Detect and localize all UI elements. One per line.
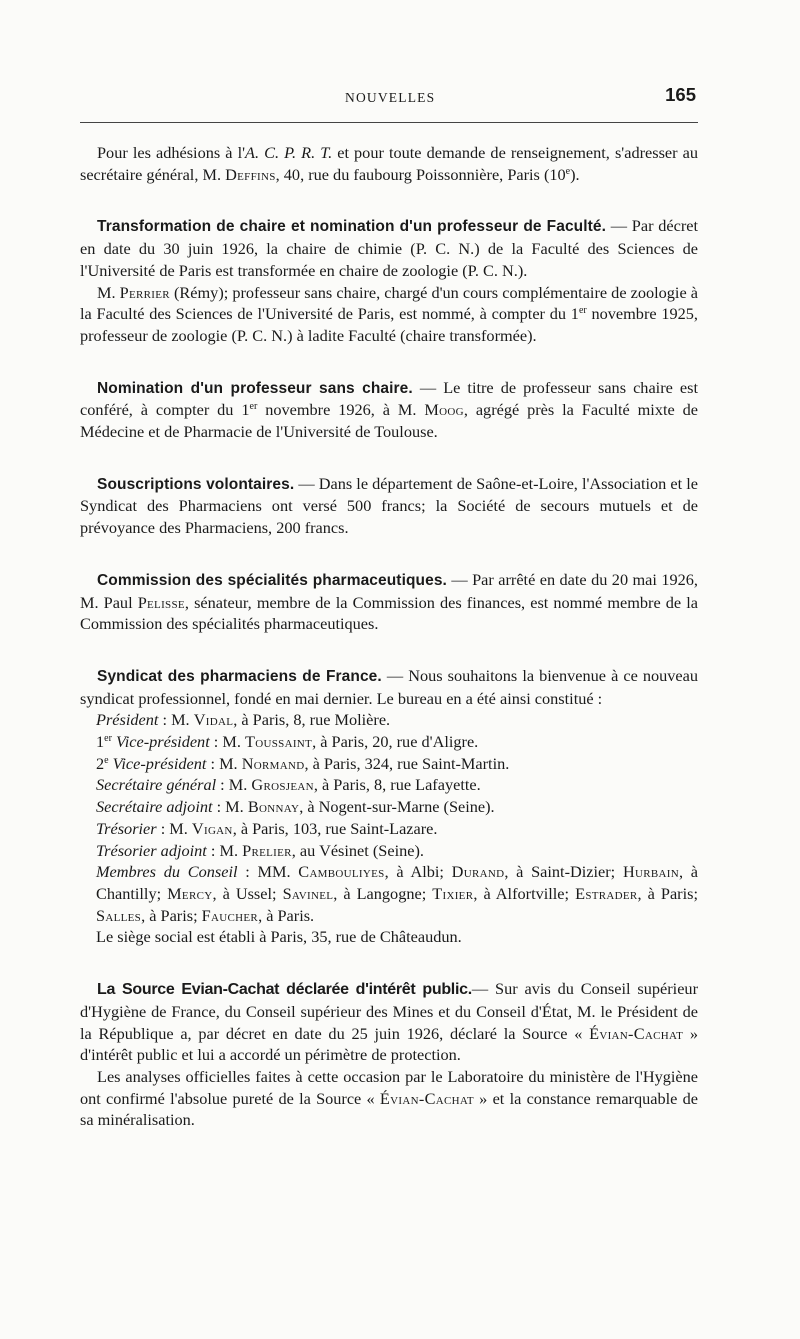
section-souscriptions <box>80 473 698 539</box>
section-heading: Commission des spécialités pharmaceutiques. <box>97 571 447 589</box>
siege-social: Le siège social est établi à Paris, 35, rue de Châteaudun. <box>96 927 462 947</box>
bureau-vice-president-2: 2e Vice-président : M. Normand, à Paris, 324, rue Saint-Martin. <box>96 753 510 773</box>
section-heading: Nomination d'un professeur sans chaire. <box>97 379 413 397</box>
section-syndicat <box>80 665 698 948</box>
section-heading: Souscriptions volontaires. <box>97 475 295 493</box>
section-nomination <box>80 377 698 443</box>
bureau-president: Président : M. Vidal, à Paris, 8, rue Molière. <box>96 710 391 730</box>
header-rule <box>80 122 698 123</box>
adhesions-paragraph: Pour les adhésions à l'A. C. P. R. T. et pour toute demande de renseignement, s'adresser au secrétaire général, M. Deffins, 40, rue du faubourg Poissonnière, Paris (10e). <box>80 143 698 184</box>
bureau-membres: Membres du Conseil : MM. Cambouliyes, à Albi; Durand, à Saint-Dizier; Hurbain, à Chantilly; Mercy, à Ussel; Savinel, à Langogne; Tixier, à Alfortville; Estrader, à Paris; Salles, à Paris; Faucher, à Paris. <box>96 862 699 925</box>
nomination-paragraph: Nomination d'un professeur sans chaire. — Le titre de professeur sans chaire est conféré, à compter du 1er novembre 1926, à M. Moog, agrégé près la Faculté mixte de Médecine et de Pharmacie de l'Université de Toulouse. <box>80 377 698 442</box>
section-transformation <box>80 215 698 346</box>
section-commission <box>80 569 698 635</box>
commission-paragraph: Commission des spécialités pharmaceutiques. — Par arrêté en date du 20 mai 1926, M. Paul Pelisse, sénateur, membre de la Commission des finances, est nommé membre de la Commission des spécialités pharmaceutiques. <box>80 569 698 634</box>
section-heading: Transformation de chaire et nomination d'un professeur de Faculté. <box>97 218 607 236</box>
page-number: 165 <box>665 84 696 105</box>
bureau-secretaire: Secrétaire général : M. Grosjean, à Paris, 8, rue Lafayette. <box>96 775 481 795</box>
running-title: NOUVELLES <box>345 90 436 105</box>
section-heading: La Source Evian-Cachat déclarée d'intérêt public. <box>97 981 472 999</box>
bureau-tresorier: Trésorier : M. Vigan, à Paris, 103, rue Saint-Lazare. <box>96 818 438 838</box>
souscriptions-paragraph: Souscriptions volontaires. — Dans le département de Saône-et-Loire, l'Association et le Syndicat des Pharmaciens ont versé 500 francs; la Société de secours mutuels et de prévoyance des Pharmaciens, 200 francs. <box>80 473 698 538</box>
transformation-paragraph: Transformation de chaire et nomination d'un professeur de Faculté. — Par décret en date du 30 juin 1926, la chaire de chimie (P. C. N.) de la Faculté des Sciences de l'Université de Paris est transformée en chaire de zoologie (P. C. N.). <box>80 216 698 280</box>
bureau-tresorier-adjoint: Trésorier adjoint : M. Prelier, au Vésinet (Seine). <box>96 840 424 860</box>
analyses-paragraph: Les analyses officielles faites à cette occasion par le Laboratoire du ministère de l'Hygiène ont confirmé l'absolue pureté de la Source « Évian-Cachat » et la constance remarquable de sa minéralisation. <box>80 1066 698 1130</box>
evian-paragraph: La Source Evian-Cachat déclarée d'intérêt public.— Sur avis du Conseil supérieur d'Hygiène de France, du Conseil supérieur des Mines et du Conseil d'État, M. le Président de la République a, par décret en date du 25 juin 1926, déclaré la Source « Évian-Cachat » d'intérêt public et lui a accordé un périmètre de protection. <box>80 979 698 1065</box>
page <box>80 84 698 1131</box>
section-heading: Syndicat des pharmaciens de France. <box>97 667 382 685</box>
bureau-secretaire-adjoint: Secrétaire adjoint : M. Bonnay, à Nogent-sur-Marne (Seine). <box>96 797 495 817</box>
section-evian <box>80 978 698 1131</box>
syndicat-paragraph: Syndicat des pharmaciens de France. — Nous souhaitons la bienvenue à ce nouveau syndicat professionnel, fondé en mai dernier. Le bureau en a été ainsi constitué : <box>80 665 699 708</box>
bureau-vice-president-1: 1er Vice-président : M. Toussaint, à Paris, 20, rue d'Aligre. <box>96 732 479 752</box>
perrier-paragraph: M. Perrier (Rémy); professeur sans chaire, chargé d'un cours complémentaire de zoologie à la Faculté des Sciences de l'Université de Paris, est nommé, à compter du 1er novembre 1925, professeur de zoologie (P. C. N.) à ladite Faculté (chaire transformée). <box>80 282 698 345</box>
running-header <box>80 84 698 114</box>
